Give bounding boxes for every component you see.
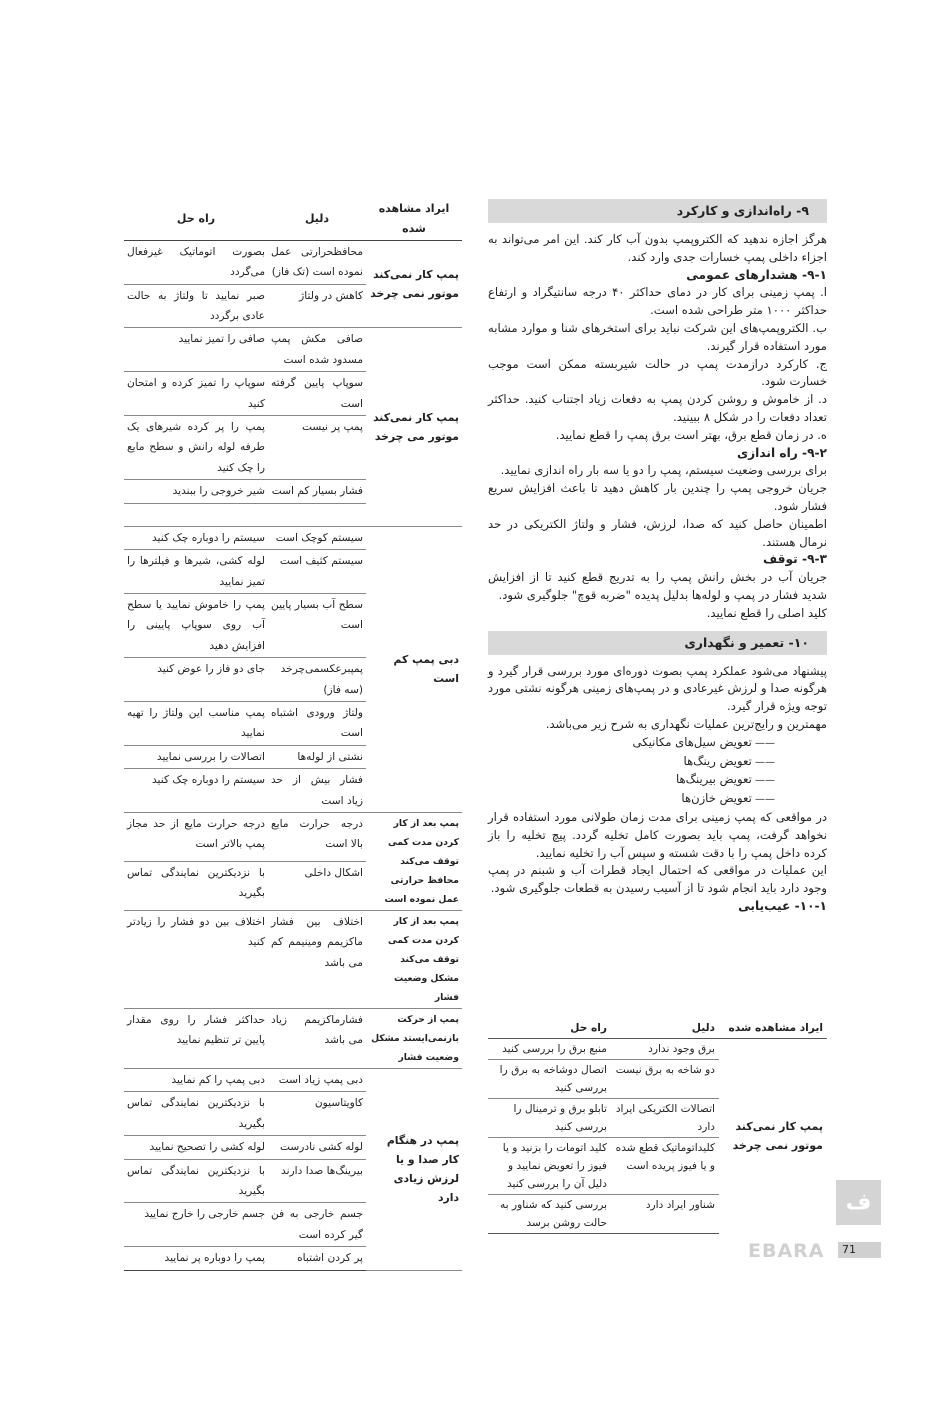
small-table-body (488, 1039, 827, 1234)
solution-cell: سیستم را دوباره چک کنید (124, 526, 268, 549)
cause-cell: اتصالات الکتریکی ایراد دارد (611, 1099, 719, 1138)
solution-cell: منبع برق را بررسی کنید (488, 1039, 611, 1060)
header-observed: ایراد مشاهده شده (366, 199, 462, 240)
solution-cell: جای دو فاز را عوض کنید (124, 658, 268, 702)
maintenance-item: —— تعویض سیل‌های مکانیکی (488, 734, 827, 753)
maintenance-item: —— تعویض خازن‌ها (488, 790, 827, 809)
table-row (124, 526, 462, 549)
section-9-title: ۹- راه‌اندازی و کارکرد (488, 199, 827, 223)
large-table-body (124, 240, 462, 1270)
observed-problem: پمپ کار نمی‌کند موتور نمی چرخد (366, 240, 462, 328)
solution-cell: اختلاف بین دو فشار را زیادتر کنید (124, 910, 268, 1008)
right-column (488, 199, 827, 916)
table-row (124, 1068, 462, 1091)
solution-cell: صبر نمایید تا ولتاژ به حالت عادی برگردد (124, 284, 268, 328)
cause-cell: کاویتاسیون (268, 1092, 366, 1136)
general-warning-b: ب. الکتروپمپ‌های این شرکت نباید برای استخرهای شنا و موارد مشابه مورد استفاده قرار گیرند. (488, 320, 827, 353)
general-warning-c: ج. کارکرد درازمدت پمپ در حالت شیربسته ممکن است موجب خسارت شود. (488, 356, 827, 389)
language-tab (836, 1180, 881, 1225)
solution-cell: اتصال دوشاخه به برق را بررسی کنید (488, 1060, 611, 1099)
solution-cell: شیر خروجی را ببندید (124, 480, 268, 503)
cause-cell: فشارماکزیمم زیاد می باشد (268, 1008, 366, 1068)
cause-cell: سیستم کوچک است (268, 526, 366, 549)
solution-cell: حداکثر فشار را روی مقدار پایین تر تنظیم نمایید (124, 1008, 268, 1068)
section-9-2-title: ۹-۲- راه اندازی (736, 445, 827, 460)
section-9-intro: هرگز اجازه ندهید که الکتروپمپ بدون آب کار کند. این امر می‌تواند به اجزاء داخلی پمپ خسارات جدی وارد کند. (488, 232, 827, 264)
ebara-logo: EBARA (748, 1240, 825, 1262)
cause-cell: صافی مکش پمپ مسدود شده است (268, 328, 366, 372)
cause-cell: ولتاژ ورودی اشتباه است (268, 701, 366, 745)
solution-cell: اتصالات را بررسی نمایید (124, 745, 268, 768)
cause-cell: پمپبرعکسمی‌چرخد (سه فاز) (268, 658, 366, 702)
stop-step-2: کلید اصلی را قطع نمایید. (706, 605, 827, 620)
section-10-title: ۱۰- تعمیر و نگهداری (488, 631, 827, 655)
solution-cell: پمپ را دوباره پر نمایید (124, 1247, 268, 1270)
cause-cell: سطح آب بسیار پایین است (268, 593, 366, 657)
cause-cell: پر کردن اشتباه (268, 1247, 366, 1270)
solution-cell: بصورت اتوماتیک غیرفعال می‌گردد (124, 240, 268, 284)
solution-cell: پمپ را خاموش نمایید یا سطح آب روی سوپاپ پایینی را افزایش دهید (124, 593, 268, 657)
observed-problem: پمپ کار نمی‌کند موتور می چرخد (366, 328, 462, 526)
cause-cell: فشار بیش از حد زیاد است (268, 769, 366, 813)
solution-cell: سوپاپ را تمیز کرده و امتحان کنید (124, 372, 268, 416)
table-row (124, 1008, 462, 1068)
solution-cell: لوله کشی، شیرها و فیلترها را تمیز نمایید (124, 550, 268, 594)
solution-cell: سیستم را دوباره چک کنید (124, 769, 268, 813)
maintenance-item: —— تعویض رینگ‌ها (488, 753, 827, 772)
header-solution: راه حل (124, 199, 268, 240)
observed-problem: پمپ کار نمی‌کند موتور نمی چرخد (732, 1120, 823, 1153)
cause-cell: شناور ایراد دارد (611, 1195, 719, 1234)
header-solution: راه حل (488, 1016, 611, 1039)
observed-problem: دبی پمپ کم است (366, 526, 462, 812)
solution-cell: صافی را تمیز نمایید (124, 328, 268, 372)
solution-cell: درجه حرارت مایع از حد مجاز پمپ بالاتر است (124, 812, 268, 861)
general-warning-d: د. از خاموش و روشن کردن پمپ به دفعات زیاد اجتناب کنید. حداکثر تعداد دفعات را در شکل ۸ ببینید. (488, 392, 827, 424)
observed-problem: پمپ بعد از کار کردن مدت کمی توقف می‌کند مشکل وضعیت فشار (366, 910, 462, 1008)
table-row (124, 240, 462, 284)
general-warning-e: ه. در زمان قطع برق، بهتر است برق پمپ را قطع نمایید. (555, 427, 827, 442)
startup-step-1: برای بررسی وضعیت سیستم، پمپ را دو یا سه بار راه اندازی نمایید. (500, 463, 827, 478)
solution-cell: پمپ را پر کرده شیرهای یک طرفه لوله رانش و سطح مایع را چک کنید (124, 416, 268, 480)
language-tab-letter: ف (845, 1190, 872, 1215)
cause-cell: دو شاخه به برق نیست (611, 1060, 719, 1099)
cause-cell: کاهش در ولتاژ (268, 284, 366, 328)
startup-step-2: جریان خروجی پمپ را چندین بار کاهش دهید تا باعث افزایش سریع فشار شود. (488, 481, 827, 513)
solution-cell: با نزدیکترین نمایندگی تماس بگیرید (124, 1092, 268, 1136)
cause-cell: سیستم کثیف است (268, 550, 366, 594)
cause-cell: جسم خارجی به فن گیر کرده است (268, 1203, 366, 1247)
observed-problem: پمپ از حرکت بازنمی‌ایستد مشکل وضعیت فشار (366, 1008, 462, 1068)
cause-cell: فشار بسیار کم است (268, 480, 366, 503)
header-cause: دلیل (268, 199, 366, 240)
observed-problem: پمپ بعد از کار کردن مدت کمی توقف می‌کند محافظ حرارتی عمل نموده است (366, 812, 462, 910)
general-warning-a: ا. پمپ زمینی برای کار در دمای حداکثر ۴۰ درجه سانتیگراد و ارتفاع حداکثر ۱۰۰۰ متر طراحی شده است. (488, 285, 828, 318)
section-9-3-title: ۹-۳- توقف (763, 552, 827, 567)
header-observed: ایراد مشاهده شده (719, 1016, 827, 1039)
solution-cell: با نزدیکترین نمایندگی تماس بگیرید (124, 861, 268, 910)
table-row (124, 910, 462, 1008)
solution-cell: کلید اتومات را بزنید و یا فیوز را تعویض نمایید و دلیل آن را بررسی کنید (488, 1138, 611, 1195)
observed-problem: پمپ در هنگام کار صدا و یا لرزش زیادی دارد (366, 1068, 462, 1270)
solution-cell: تابلو برق و ترمینال را بررسی کنید (488, 1099, 611, 1138)
maintenance-para-3: در مواقعی که پمپ زمینی برای مدت زمان طولانی مورد استفاده قرار نخواهد گرفت، پمپ باید بصورت کامل تخلیه گردد. پیچ تخلیه را باز کرده داخل پمپ را با دقت شسته و سپس آب را تخلیه نمایید. (488, 809, 827, 860)
cause-cell: اشکال داخلی (268, 861, 366, 910)
cause-cell: سوپاپ پایین گرفته است (268, 372, 366, 416)
cause-cell: درجه حرارت مایع بالا است (268, 812, 366, 861)
solution-cell: با نزدیکترین نمایندگی تماس بگیرید (124, 1159, 268, 1203)
section-9-1-title: ۹-۱- هشدارهای عمومی (686, 267, 827, 282)
maintenance-para-1: پیشنهاد می‌شود عملکرد پمپ بصوت دوره‌ای مورد بررسی قرار گیرد و هرگونه صدا و لرزش غیرعادی و در پمپ‌های زمینی هرگونه نشتی مورد توجه ویژه قرار گیرد. (488, 663, 827, 714)
cause-cell: دبی پمپ زیاد است (268, 1068, 366, 1091)
cause-cell: بیرینگ‌ها صدا دارند (268, 1159, 366, 1203)
startup-step-3: اطمینان حاصل کنید که صدا، لرزش، فشار و ولتاژ الکتریکی در حد نرمال هستند. (488, 516, 827, 549)
cause-cell: لوله کشی نادرست (268, 1136, 366, 1159)
cause-cell: پمپ پر نیست (268, 416, 366, 480)
troubleshooting-table-small (488, 1016, 827, 1234)
maintenance-item: —— تعویض بیرینگ‌ها (488, 771, 827, 790)
table-row (488, 1039, 827, 1060)
page-number: 71 (838, 1242, 881, 1258)
maintenance-para-2: مهمترین و رایج‌ترین عملیات نگهداری به شرح زیر می‌باشد. (545, 716, 827, 731)
cause-cell: برق وجود ندارد (611, 1039, 719, 1060)
solution-cell: جسم خارجی را خارج نمایید (124, 1203, 268, 1247)
cause-cell (268, 503, 366, 526)
solution-cell: بررسی کنید که شناور به حالت روشن برسد (488, 1195, 611, 1234)
troubleshooting-table-large (124, 199, 462, 1271)
solution-cell (124, 503, 268, 526)
solution-cell: لوله کشی را تصحیح نمایید (124, 1136, 268, 1159)
table-row (124, 328, 462, 372)
solution-cell: دبی پمپ را کم نمایید (124, 1068, 268, 1091)
maintenance-para-4: این عملیات در مواقعی که احتمال ایجاد قطرات آب و شبنم در پمپ وجود دارد باید انجام شود تا از آسیب رسیدن به قطعات جلوگیری شود. (488, 863, 827, 896)
table-row (124, 812, 462, 861)
cause-cell: اختلاف بین فشار ماکزیمم ومینیمم کم می باشد (268, 910, 366, 1008)
cause-cell: محافظحرارتی عمل نموده است (تک فاز) (268, 240, 366, 284)
header-cause: دلیل (611, 1016, 719, 1039)
stop-step-1: جریان آب در بخش رانش پمپ را به تدریج قطع کنید تا از افزایش شدید فشار در پمپ و لوله‌ها بدلیل پدیده "ضربه قوچ" جلوگیری شود. (488, 570, 827, 602)
solution-cell: پمپ مناسب این ولتاژ را تهیه نمایید (124, 701, 268, 745)
section-10-1-title: ۱۰-۱- عیب‌یابی (738, 898, 827, 913)
cause-cell: کلیداتوماتیک قطع شده و یا فیوز پریده است (611, 1138, 719, 1195)
cause-cell: نشتی از لوله‌ها (268, 745, 366, 768)
